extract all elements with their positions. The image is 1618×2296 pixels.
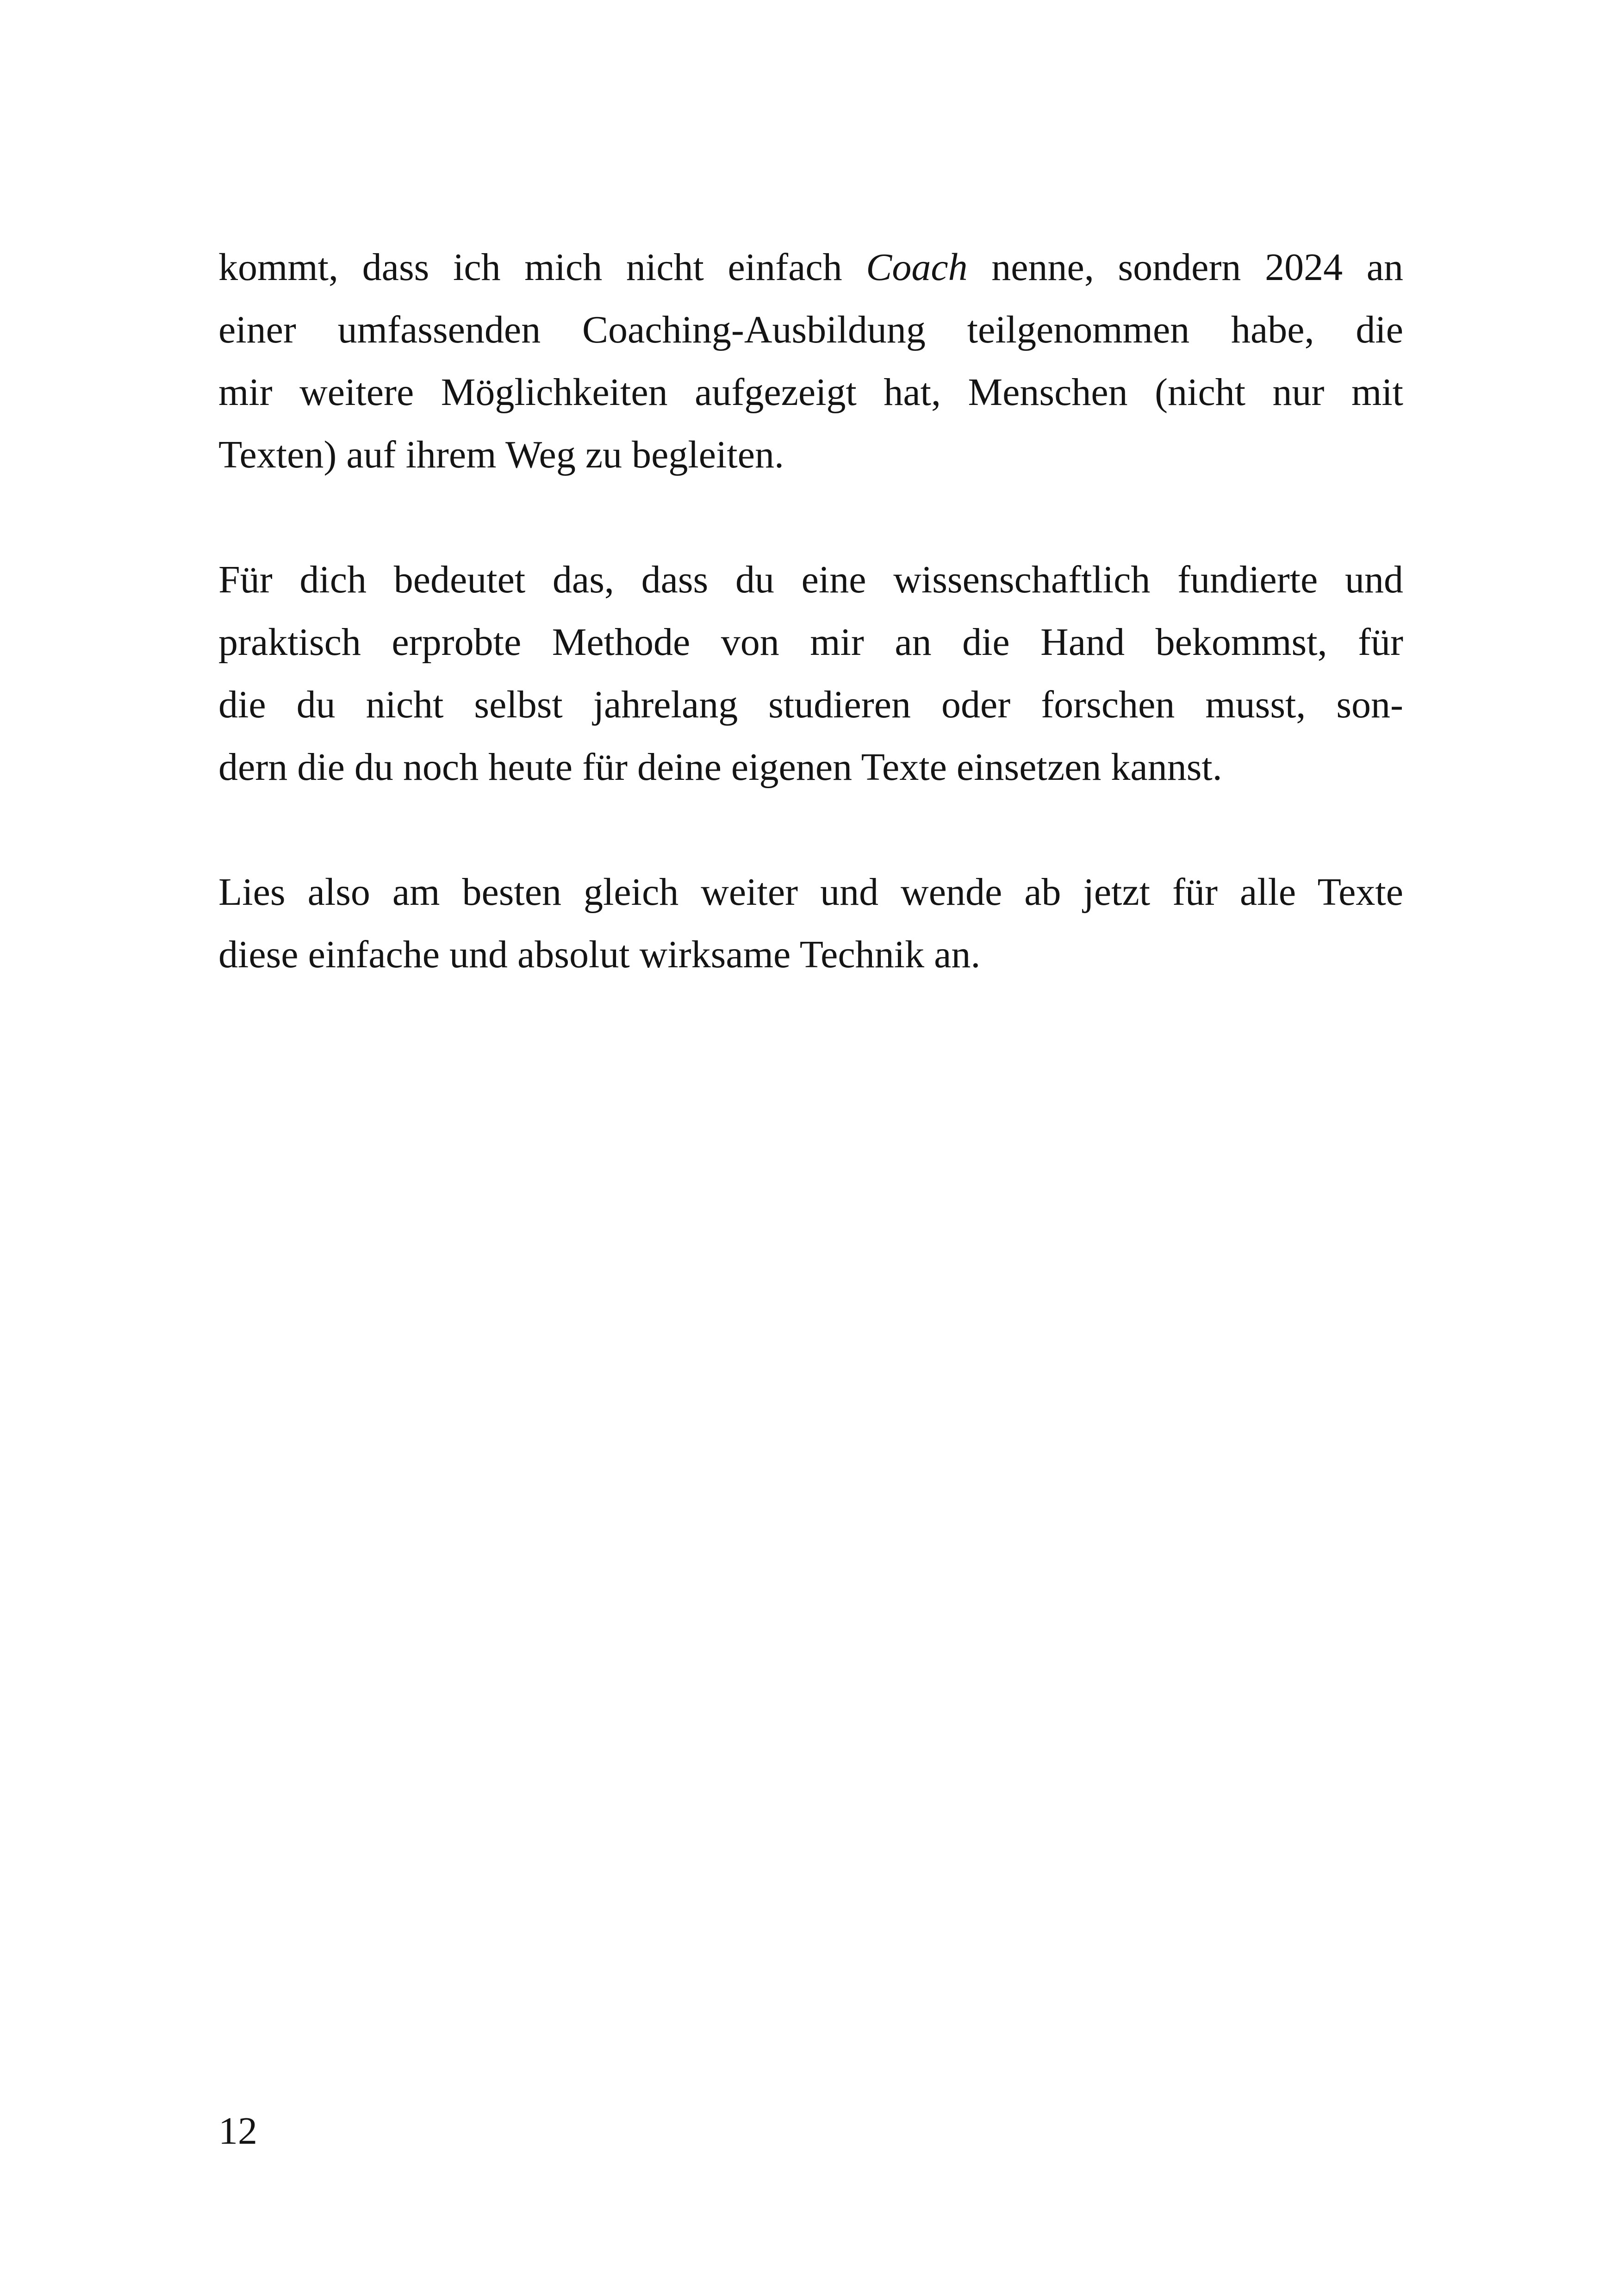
text-line: einer umfassenden Coaching-Ausbildung teilgenommen habe, die [218, 308, 1403, 351]
text-line: dern die du noch heute für deine eigenen Texte einsetzen kannst. [218, 746, 1222, 789]
text-run: kommt, dass ich mich nicht einfach [218, 246, 866, 289]
text-run: nenne, sondern 2024 an [967, 246, 1404, 289]
page-number: 12 [218, 2109, 257, 2153]
text-line: diese einfache und absolut wirksame Technik an. [218, 933, 981, 976]
paragraph-3 [218, 861, 1403, 986]
text-line: praktisch erprobte Methode von mir an die Hand bekommst, für [218, 621, 1403, 664]
paragraph-2 [218, 548, 1403, 798]
body-text [218, 236, 1403, 986]
text-line: Für dich bedeutet das, dass du eine wissenschaftlich fundierte und [218, 558, 1403, 601]
text-line: mir weitere Möglichkeiten aufgezeigt hat, Menschen (nicht nur mit [218, 371, 1403, 414]
paragraph-1 [218, 236, 1403, 486]
text-line: Texten) auf ihrem Weg zu begleiten. [218, 433, 784, 476]
text-line: die du nicht selbst jahrelang studieren oder forschen musst, son- [218, 683, 1403, 726]
italic-word-coach: Coach [866, 246, 968, 289]
text-line: Lies also am besten gleich weiter und wende ab jetzt für alle Texte [218, 871, 1403, 914]
text-line [218, 236, 1403, 299]
